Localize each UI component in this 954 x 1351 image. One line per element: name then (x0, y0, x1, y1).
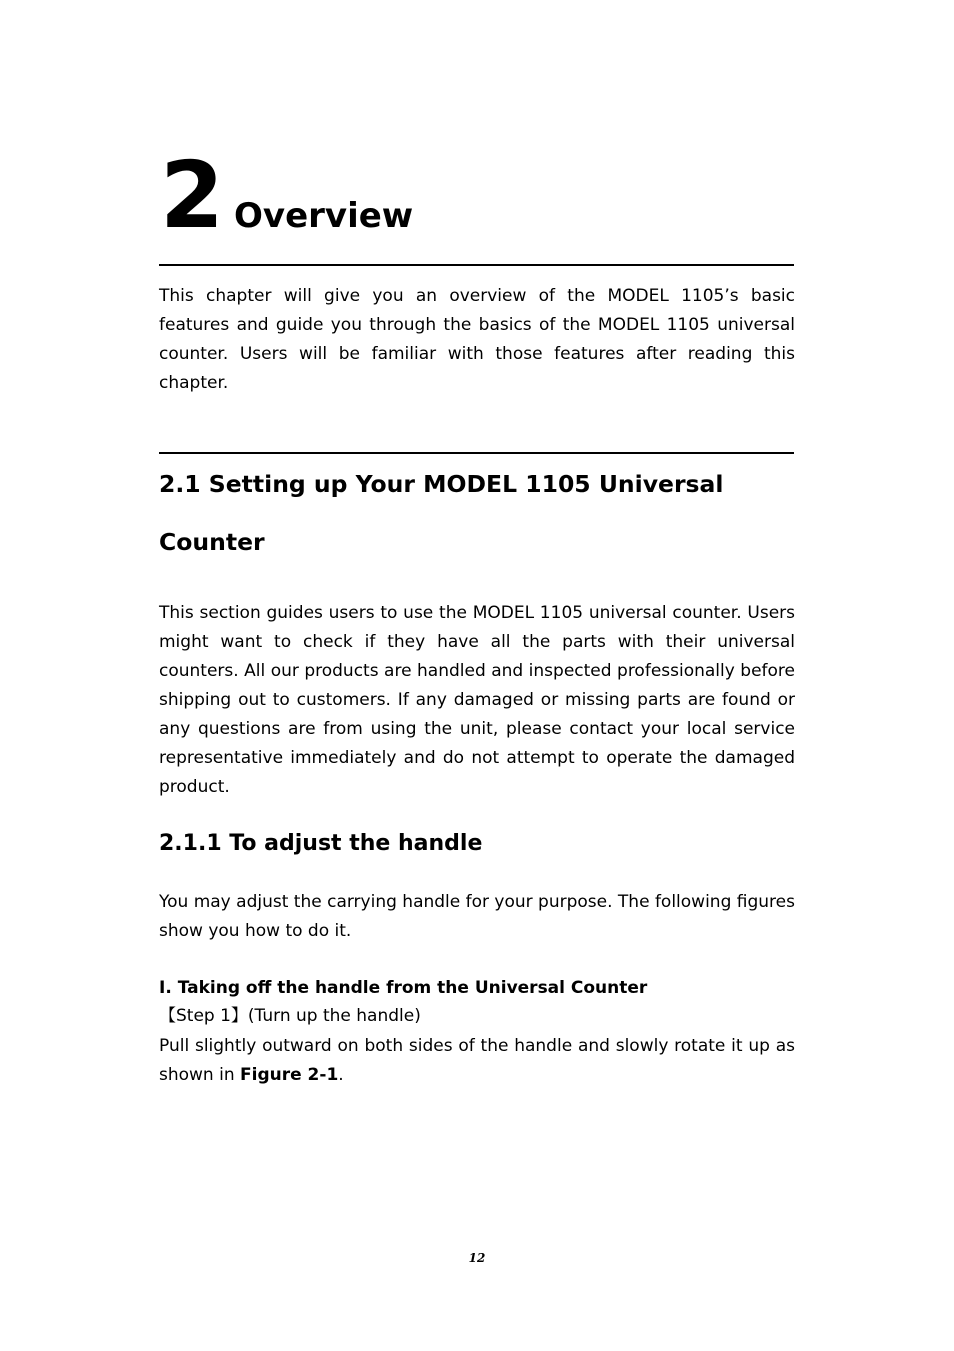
step-1-instruction-text: Pull slightly outward on both sides of the handle and slowly rotate it up as shown in (159, 1036, 795, 1085)
section-divider (159, 452, 794, 454)
section-2-1-heading-line2: Counter (159, 528, 265, 556)
chapter-intro-paragraph: This chapter will give you an overview of the MODEL 1105’s basic features and guide you through the basics of the MODEL 1105 universal counter. Users will be familiar with those features after reading this chapter. (159, 286, 795, 393)
step-1-instruction-trailing: . (338, 1065, 344, 1085)
section-2-1-paragraph: This section guides users to use the MODEL 1105 universal counter. Users might want to check if they have all the parts with their universal counters. All our products are handled and inspected professionally before shipping out to customers. If any damaged or missing parts are found or any questions are from using the unit, please contact your local service representative immediately and do not attempt to operate the damaged product. (159, 603, 795, 797)
step-1-label: 【Step 1】(Turn up the handle) (159, 1006, 421, 1026)
chapter-heading (160, 142, 414, 250)
section-2-1-heading (159, 455, 799, 571)
figure-reference: Figure 2-1 (240, 1065, 339, 1085)
section-2-1-1-heading: 2.1.1 To adjust the handle (159, 831, 483, 856)
chapter-number: 2 (160, 142, 225, 249)
step-block-heading: I. Taking off the handle from the Universal Counter (159, 978, 648, 998)
chapter-divider (159, 264, 794, 266)
page-number: 12 (468, 1251, 486, 1265)
step-1-instruction (159, 1032, 795, 1090)
section-2-1-1-paragraph: You may adjust the carrying handle for your purpose. The following figures show you how to do it. (159, 892, 795, 941)
chapter-title: Overview (234, 196, 414, 236)
section-2-1-heading-line1: 2.1 Setting up Your MODEL 1105 Universal (159, 470, 724, 498)
